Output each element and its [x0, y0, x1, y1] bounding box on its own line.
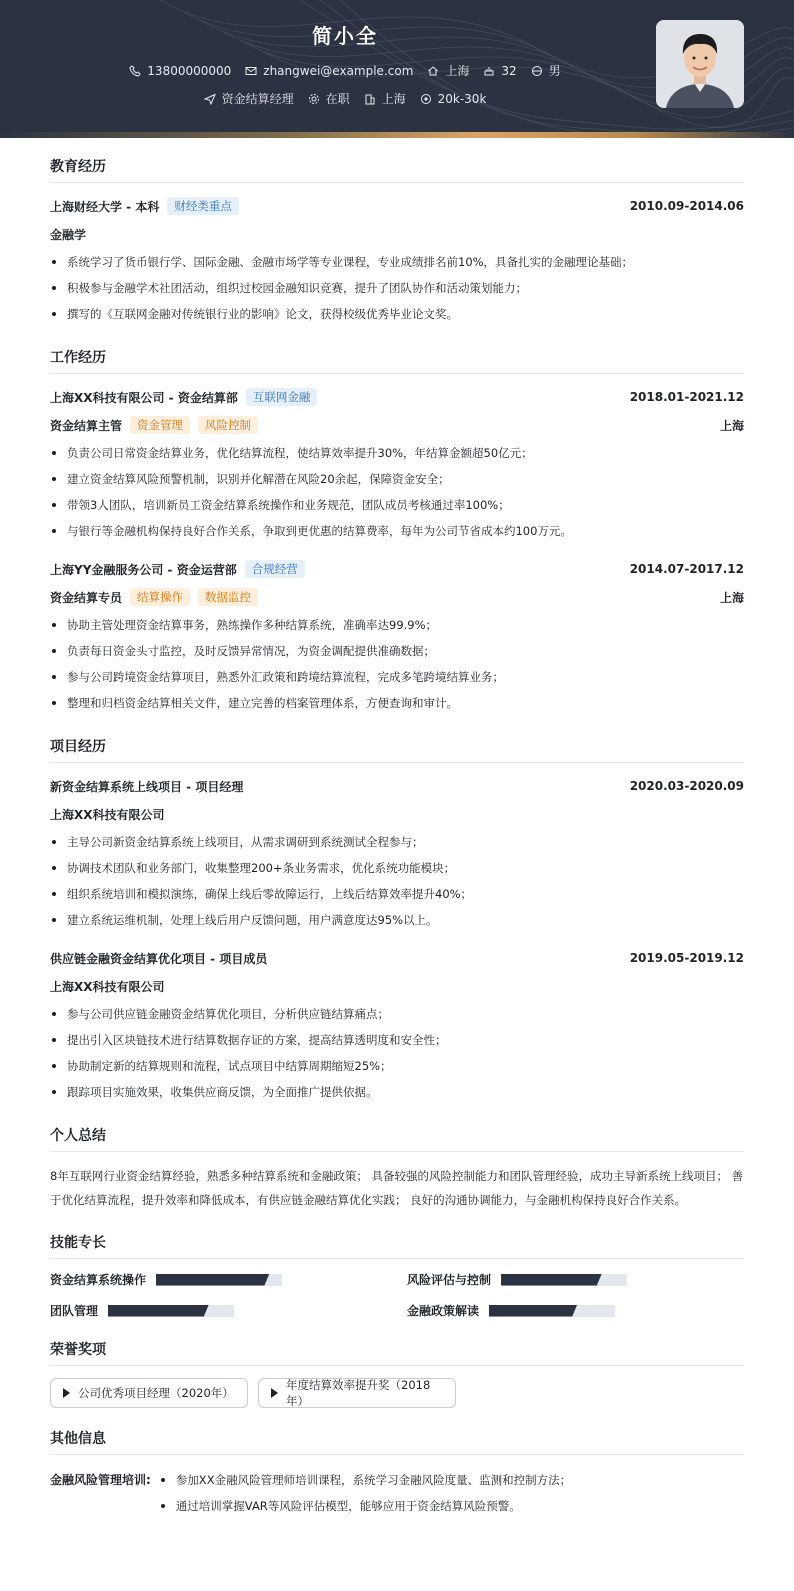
- company-tag: 合规经营: [245, 560, 305, 578]
- work-location: 上海: [719, 418, 744, 433]
- list-item: 参与公司供应链金融资金结算优化项目，分析供应链结算痛点；: [50, 1001, 744, 1027]
- list-item: 建立系统运维机制，处理上线后用户反馈问题，用户满意度达95%以上。: [50, 907, 744, 933]
- major-text: 金融学: [50, 227, 87, 242]
- position-item: [204, 90, 294, 107]
- role-title: 资金结算主管: [50, 418, 123, 433]
- cake-icon: [483, 65, 495, 77]
- list-item: 提出引入区块链技术进行结算数据存证的方案，提高结算透明度和安全性；: [50, 1027, 744, 1053]
- skill-item: [407, 1271, 744, 1288]
- major-name: [50, 225, 744, 243]
- company-name: 上海YY金融服务公司 - 资金运营部: [50, 562, 237, 577]
- triangle-right-icon: [271, 1388, 278, 1398]
- skill-bar: [501, 1274, 627, 1286]
- section-title-awards: 荣誉奖项: [50, 1339, 744, 1366]
- project-entry: [50, 947, 744, 1105]
- skill-bar: [108, 1305, 234, 1317]
- age-text: 32: [501, 63, 517, 78]
- project-entry: [50, 775, 744, 933]
- education-bullets: [50, 249, 744, 327]
- skill-name: 风险评估与控制: [407, 1273, 492, 1287]
- skill-bar: [489, 1305, 615, 1317]
- list-item: 跟踪项目实施效果，收集供应商反馈，为全面推广提供依据。: [50, 1079, 744, 1105]
- skill-bar: [156, 1274, 282, 1286]
- gender-icon: [531, 65, 543, 77]
- other-label: 金融风险管理培训:: [50, 1473, 151, 1487]
- work-date: 2014.07-2017.12: [629, 562, 744, 576]
- work-date: 2018.01-2021.12: [629, 390, 744, 404]
- work-city-item: [364, 90, 406, 107]
- project-date: 2020.03-2020.09: [629, 779, 744, 793]
- list-item: 通过培训掌握VAR等风险评估模型，能够应用于资金结算风险预警。: [159, 1493, 571, 1519]
- salary-text: 20k-30k: [437, 91, 487, 106]
- projects-section: [50, 736, 744, 1105]
- skills-section: [50, 1232, 744, 1319]
- list-item: 与银行等金融机构保持良好合作关系，争取到更优惠的结算费率，每年为公司节省成本约100万元。: [50, 518, 744, 544]
- skill-item: [407, 1302, 744, 1319]
- other-info: [50, 1467, 744, 1519]
- role-tag: 数据监控: [198, 588, 258, 606]
- award-text: 年度结算效率提升奖（2018年）: [286, 1378, 431, 1408]
- list-item: 撰写的《互联网金融对传统银行业的影响》论文，获得校级优秀毕业论文奖。: [50, 301, 744, 327]
- header-gold-divider: [0, 132, 794, 138]
- triangle-right-icon: [63, 1388, 70, 1398]
- building-icon: [364, 93, 376, 105]
- work-section: [50, 347, 744, 716]
- gear-icon: [308, 93, 320, 105]
- skill-item: [50, 1271, 387, 1288]
- send-icon: [204, 93, 216, 105]
- skill-bar-fill: [489, 1305, 577, 1317]
- company-name: 上海XX科技有限公司 - 资金结算部: [50, 390, 238, 405]
- phone-icon: [129, 65, 141, 77]
- city-text: 上海: [445, 64, 470, 78]
- awards-section: [50, 1339, 744, 1408]
- section-title-education: 教育经历: [50, 156, 744, 183]
- skill-name: 金融政策解读: [407, 1304, 480, 1318]
- email-item: [245, 64, 413, 78]
- skill-name: 资金结算系统操作: [50, 1273, 147, 1287]
- list-item: 参与公司跨境资金结算项目，熟悉外汇政策和跨境结算流程，完成多笔跨境结算业务；: [50, 664, 744, 690]
- skill-bar-fill: [501, 1274, 602, 1286]
- avatar-photo: [656, 20, 744, 108]
- phone-text: 13800000000: [147, 63, 232, 78]
- award-text: 公司优秀项目经理（2020年）: [78, 1386, 234, 1400]
- school-name: 上海财经大学 - 本科: [50, 199, 160, 214]
- phone-item: [129, 64, 231, 78]
- work-city-text: 上海: [381, 92, 406, 106]
- summary-text: 8年互联网行业资金结算经验，熟悉多种结算系统和金融政策； 具备较强的风险控制能力和团队管理经验，成功主导新系统上线项目； 善于优化结算流程，提升效率和降低成本，有供应链金融结算优化实践； 良好的沟通协调能力，与金融机构保持良好合作关系。: [50, 1169, 744, 1207]
- role-tag: 结算操作: [130, 588, 190, 606]
- skill-item: [50, 1302, 387, 1319]
- intent-row: [0, 90, 690, 107]
- list-item: 负责公司日常资金结算业务，优化结算流程，使结算效率提升30%，年结算金额超50亿元；: [50, 440, 744, 466]
- school-tag: 财经类重点: [167, 197, 239, 215]
- home-icon: [427, 65, 439, 77]
- list-item: 协助主管处理资金结算事务，熟练操作多种结算系统，准确率达99.9%；: [50, 612, 744, 638]
- project-date: 2019.05-2019.12: [629, 951, 744, 965]
- list-item: 组织系统培训和模拟演练，确保上线后零故障运行，上线后结算效率提升40%；: [50, 881, 744, 907]
- award-item: [258, 1378, 456, 1408]
- resume-header: [0, 0, 794, 138]
- list-item: 负责每日资金头寸监控，及时反馈异常情况，为资金调配提供准确数据；: [50, 638, 744, 664]
- section-title-summary: 个人总结: [50, 1125, 744, 1152]
- role-title: 资金结算专员: [50, 590, 123, 605]
- list-item: 主导公司新资金结算系统上线项目，从需求调研到系统测试全程参与；: [50, 829, 744, 855]
- list-item: 协调技术团队和业务部门，收集整理200+条业务需求，优化系统功能模块；: [50, 855, 744, 881]
- coin-icon: [420, 93, 432, 105]
- list-item: 协助制定新的结算规则和流程，试点项目中结算周期缩短25%；: [50, 1053, 744, 1079]
- status-text: 在职: [325, 92, 350, 106]
- section-title-skills: 技能专长: [50, 1232, 744, 1259]
- education-date: 2010.09-2014.06: [629, 199, 744, 213]
- work-entry: [50, 558, 744, 716]
- summary-section: [50, 1125, 744, 1212]
- skill-bar-fill: [156, 1274, 269, 1286]
- candidate-name: 简小全: [312, 24, 378, 48]
- contact-row: [0, 62, 690, 79]
- avatar: [656, 20, 744, 108]
- salary-item: [420, 92, 487, 106]
- awards-list: [50, 1378, 744, 1408]
- age-item: [483, 64, 516, 78]
- list-item: 带领3人团队，培训新员工资金结算系统操作和业务规范，团队成员考核通过率100%；: [50, 492, 744, 518]
- work-entry: [50, 386, 744, 544]
- status-item: [308, 90, 350, 107]
- project-company: 上海XX科技有限公司: [50, 807, 165, 822]
- company-tag: 互联网金融: [246, 388, 318, 406]
- gender-text: 男: [548, 64, 561, 78]
- role-tag: 资金管理: [130, 416, 190, 434]
- section-title-other: 其他信息: [50, 1428, 744, 1455]
- project-name: 供应链金融资金结算优化项目 - 项目成员: [50, 951, 268, 966]
- education-section: [50, 156, 744, 327]
- work-location: 上海: [719, 590, 744, 605]
- section-title-projects: 项目经历: [50, 736, 744, 763]
- project-name: 新资金结算系统上线项目 - 项目经理: [50, 779, 244, 794]
- skill-name: 团队管理: [50, 1304, 99, 1318]
- role-tag: 风险控制: [198, 416, 258, 434]
- award-item: [50, 1378, 248, 1408]
- mail-icon: [245, 65, 257, 77]
- section-title-work: 工作经历: [50, 347, 744, 374]
- list-item: 整理和归档资金结算相关文件，建立完善的档案管理体系，方便查询和审计。: [50, 690, 744, 716]
- position-text: 资金结算经理: [221, 92, 294, 106]
- project-company: 上海XX科技有限公司: [50, 979, 165, 994]
- list-item: 建立资金结算风险预警机制，识别并化解潜在风险20余起，保障资金安全；: [50, 466, 744, 492]
- list-item: 参加XX金融风险管理师培训课程，系统学习金融风险度量、监测和控制方法；: [159, 1467, 571, 1493]
- skills-grid: [50, 1271, 744, 1319]
- city-item: [427, 62, 469, 79]
- list-item: 积极参与金融学术社团活动，组织过校园金融知识竞赛，提升了团队协作和活动策划能力；: [50, 275, 744, 301]
- other-section: [50, 1428, 744, 1519]
- education-row: [50, 195, 744, 217]
- resume-body: [0, 138, 794, 1519]
- list-item: 系统学习了货币银行学、国际金融、金融市场学等专业课程，专业成绩排名前10%，具备扎实的金融理论基础；: [50, 249, 744, 275]
- email-text: zhangwei@example.com: [263, 63, 414, 78]
- skill-bar-fill: [108, 1305, 209, 1317]
- gender-item: [531, 62, 561, 79]
